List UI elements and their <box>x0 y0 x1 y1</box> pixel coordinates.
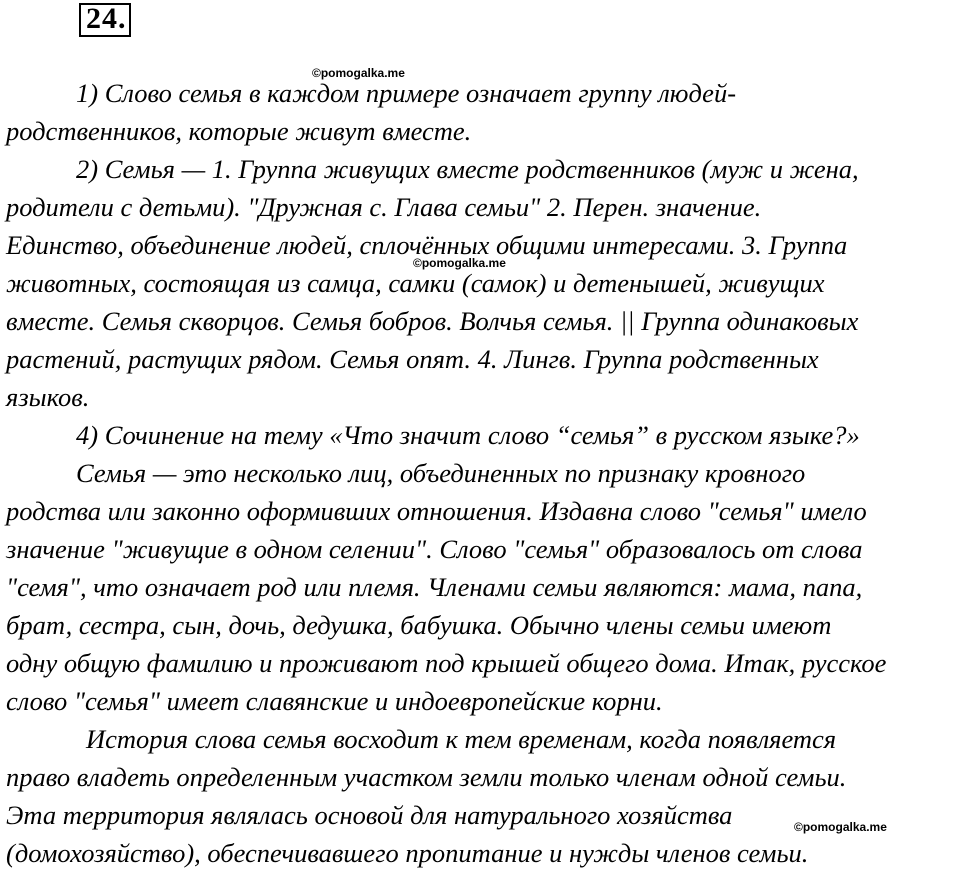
watermark: ©pomogalka.me <box>413 256 506 270</box>
text-line: родства или законно оформивших отношения. Издавна слово "семья" имело <box>6 496 867 526</box>
text-line: родители с детьми). "Дружная с. Глава семьи" 2. Перен. значение. <box>6 192 762 222</box>
text-line: 2) Семья — 1. Группа живущих вместе родственников (муж и жена, <box>76 154 859 184</box>
text-line: слово "семья" имеет славянские и индоевропейские корни. <box>6 686 663 716</box>
text-line: 1) Слово семья в каждом примере означает группу людей- <box>76 78 737 108</box>
text-line: История слова семья восходит к тем временам, когда появляется <box>86 724 837 754</box>
text-line: языков. <box>6 382 90 412</box>
watermark: ©pomogalka.me <box>794 820 887 834</box>
text-line: Семья — это несколько лиц, объединенных по признаку кровного <box>76 458 806 488</box>
text-line: "семя", что означает род или племя. Членами семьи являются: мама, папа, <box>6 572 863 602</box>
text-line: одну общую фамилию и проживают под крышей общего дома. Итак, русское <box>6 648 887 678</box>
text-line: Единство, объединение людей, сплочённых общими интересами. 3. Группа <box>6 230 848 260</box>
text-line: брат, сестра, сын, дочь, дедушка, бабушка. Обычно члены семьи имеют <box>6 610 832 640</box>
text-line: значение "живущие в одном селении". Слово "семья" образовалось от слова <box>6 534 863 564</box>
text-line: животных, состоящая из самца, самки (самок) и детенышей, живущих <box>6 268 825 298</box>
text-line: родственников, которые живут вместе. <box>6 116 472 146</box>
task-number: 24. <box>86 2 127 35</box>
text-line: 4) Сочинение на тему «Что значит слово “семья” в русском языке?» <box>76 420 860 450</box>
text-line: право владеть определенным участком земли только членам одной семьи. <box>6 762 847 792</box>
text-line: растений, растущих рядом. Семья опят. 4. Лингв. Группа родственных <box>6 344 819 374</box>
watermark: ©pomogalka.me <box>312 66 405 80</box>
text-line: вместе. Семья скворцов. Семья бобров. Волчья семья. || Группа одинаковых <box>6 306 859 336</box>
text-line: Эта территория являлась основой для натурального хозяйства <box>6 800 733 830</box>
text-line: (домохозяйство), обеспечивавшего пропитание и нужды членов семьи. <box>6 838 809 868</box>
